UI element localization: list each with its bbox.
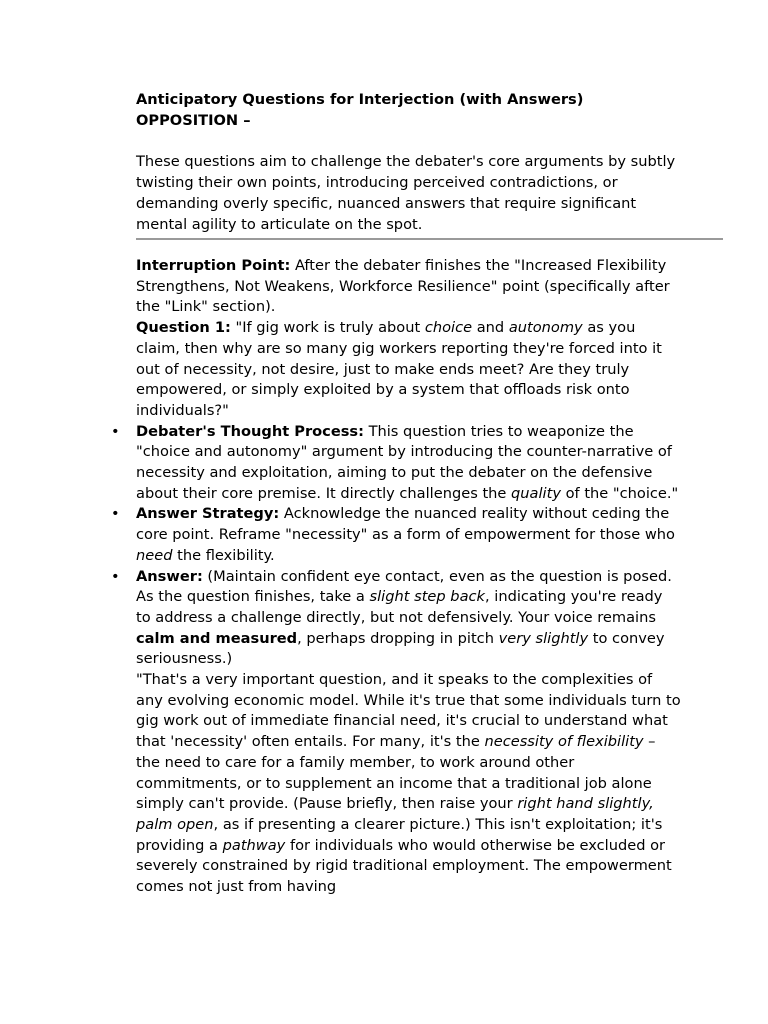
answer-list <box>111 422 681 898</box>
list-item-answer-strategy <box>111 504 681 566</box>
list-item-thought-process <box>111 422 681 505</box>
bullet-icon: • <box>111 567 120 585</box>
horizontal-divider <box>136 238 723 240</box>
question-1 <box>136 318 681 422</box>
answer-quote-emphasis: necessity of flexibility <box>484 733 644 751</box>
interruption-text: After the debater finishes the "Increased Flexibility Strengthens, Not Weakens, Workforce Resilience" point (specifically after the "Link" section). <box>136 257 670 316</box>
answer-emphasis: slight step back <box>369 588 485 606</box>
answer-quote-text: , as if presenting a clearer picture.) This isn't exploitation; it's providing a <box>136 815 663 854</box>
title-line-1: Anticipatory Questions for Interjection (with Answers) <box>136 91 584 108</box>
list-item-answer <box>111 567 681 898</box>
thought-label: Debater's Thought Process: <box>136 422 364 440</box>
bullet-icon: • <box>111 505 120 523</box>
bullet-icon: • <box>111 422 120 440</box>
answer-quote-emphasis: pathway <box>222 836 286 854</box>
answer-quote-emphasis: right hand slightly, palm open <box>136 795 654 833</box>
question-section <box>111 256 681 898</box>
answer-quote-text: – the need to care for a family member, to work around other commitments, or to supplement an income that a traditional job alone simply can't provide. (Pause briefly, then raise your <box>136 733 656 813</box>
intro-paragraph: These questions aim to challenge the debater's core arguments by subtly twisting their own points, introducing perceived contradictions, or demanding overly specific, nuanced answers that require significant mental agility to articulate on the spot. <box>136 153 676 233</box>
question-text: "If gig work is truly about <box>230 319 425 337</box>
answer-text: (Maintain confident eye contact, even as the question is posed. As the question finishes, take a <box>136 567 672 606</box>
answer-bold: calm and measured <box>136 629 298 647</box>
title-line-2: OPPOSITION – <box>136 111 251 129</box>
question-emphasis: choice <box>424 319 473 337</box>
strategy-label: Answer Strategy: <box>136 505 280 523</box>
strategy-emphasis: need <box>136 546 173 564</box>
document-title <box>136 90 681 131</box>
question-text: and <box>472 319 509 337</box>
thought-text: This question tries to weaponize the "choice and autonomy" argument by introducing the counter-narrative of necessity and exploitation, aiming to put the debater on the defensive about their core premise. It directly challenges the <box>136 422 672 502</box>
thought-text: of the "choice." <box>560 484 679 502</box>
document-header <box>136 90 681 235</box>
thought-emphasis: quality <box>511 484 561 502</box>
answer-quote-text: for individuals who would otherwise be excluded or severely constrained by rigid traditional employment. The empowerment comes not just from having <box>136 836 672 896</box>
answer-text: , indicating you're ready to address a challenge directly, but not defensively. Your voice remains <box>136 588 663 626</box>
question-emphasis: autonomy <box>508 319 583 337</box>
question-label: Question 1: <box>136 319 231 337</box>
answer-text: to convey seriousness.) <box>136 629 665 668</box>
answer-text: , perhaps dropping in pitch <box>297 629 499 647</box>
interruption-point <box>136 256 681 318</box>
question-text: as you claim, then why are so many gig workers reporting they're forced into it out of necessity, not desire, just to make ends meet? Are they truly empowered, or simply exploited by a system that offloads risk onto individuals?" <box>136 319 662 419</box>
answer-label: Answer: <box>136 567 203 585</box>
strategy-text: Acknowledge the nuanced reality without ceding the core point. Reframe "necessity" as a form of empowerment for those who <box>136 505 675 544</box>
answer-emphasis: very slightly <box>498 629 589 647</box>
strategy-text: the flexibility. <box>172 546 275 564</box>
interruption-label: Interruption Point: <box>136 257 291 274</box>
answer-quote-text: "That's a very important question, and it speaks to the complexities of any evolving economic model. While it's true that some individuals turn to gig work out of immediate financial need, it's crucial to understand what that 'necessity' often entails. For many, it's the <box>136 671 681 751</box>
